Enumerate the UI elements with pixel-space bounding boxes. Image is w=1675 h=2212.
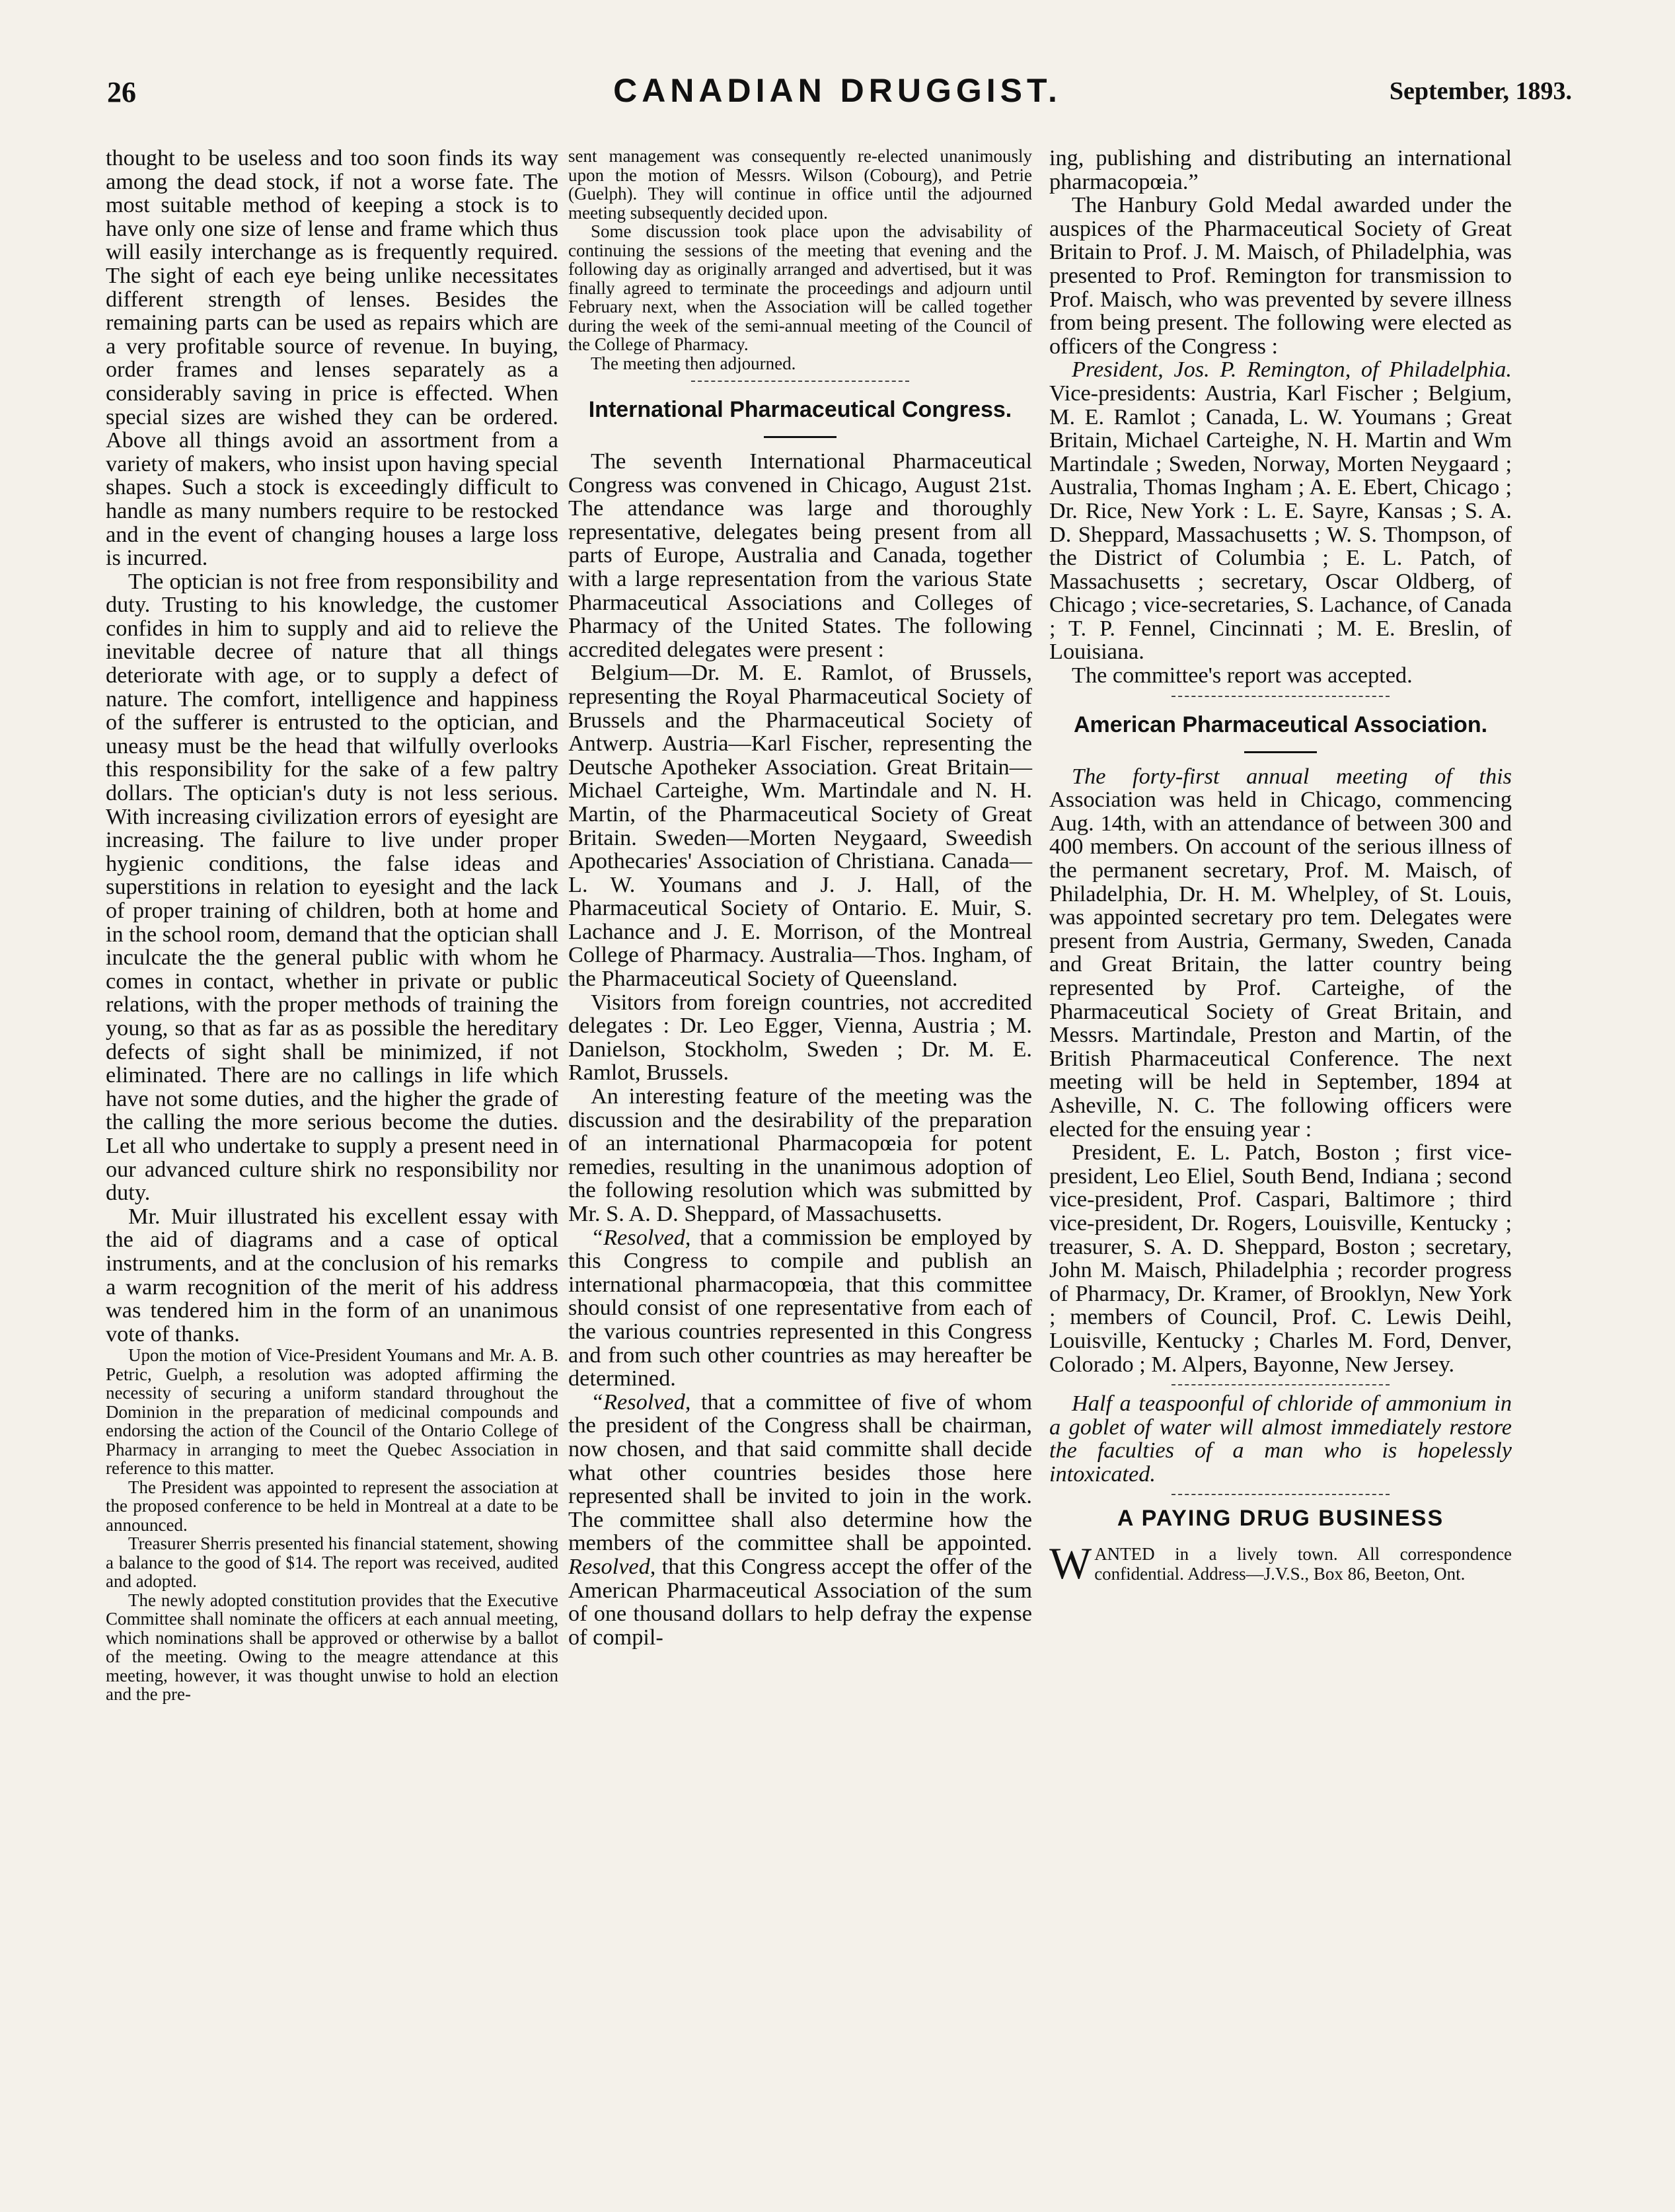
paragraph: The Hanbury Gold Medal awarded under the auspices of the Pharmaceutical Society of Great Britain to Prof. J. M. Maisch, of Philadelphia, was presented to Prof. Remington for transmission to Prof. Maisch, who was prevented by severe illness from being present. The following were elected as officers of the Congress : bbox=[1049, 192, 1512, 359]
paragraph: Belgium—Dr. M. E. Ramlot, of Brussels, representing the Royal Pharmaceutical Society of Brussels and the Pharmaceutical Society of Antwerp. Austria—Karl Fischer, representing the Deutsche Apotheker Association. Great Britain—Michael Carteighe, Wm. Martindale and N. H. Martin, of the Pharmaceutical Society of Great Britain. Sweden—Morten Neygaard, Sweedish Apothecaries' Association of Christiana. Canada—L. W. Youmans and J. J. Hall, of the Pharmaceutical Society of Ontario. E. Muir, S. Lachance and J. E. Morrison, of the Montreal College of Pharmacy. Australia—Thos. Ingham, of the Pharmaceutical Society of Queensland. bbox=[568, 660, 1032, 992]
resolution-lead: Resolved, bbox=[568, 1553, 656, 1579]
section-divider bbox=[1172, 1384, 1390, 1385]
title-rule bbox=[764, 436, 837, 438]
journal-title: CANADIAN DRUGGIST. bbox=[613, 72, 1062, 109]
section-divider bbox=[691, 381, 909, 382]
apa-text: Association was held in Chicago, commencing Aug. 14th, with an attendance of between 300 and 400 members. On account of the serious illness of the permanent secretary, Prof. M. Maisch, of Philadelphia, Dr. H. M. Whelpley, of St. Louis, was appointed secretary pro tem. Delegates were present from Austria, Germany, Sweden, Canada and Great Britain, the latter country being represented by Prof. Carteighe, of the Pharmaceutical Society of Great Britain, and Messrs. Martindale, Preston and Martin, of the British Pharmaceutical Conference. The next meeting will be held in September, 1894 at Asheville, N. C. The following officers were elected for the ensuing year : bbox=[1049, 787, 1512, 1142]
small-paragraph: The newly adopted constitution provides that the Executive Committee shall nominate the officers at each annual meeting, which nominations shall be approved or otherwise by a ballot of the meeting. Owing to the meagre attendance at this meeting, however, it was thought unwise to hold an election and the pre- bbox=[106, 1590, 558, 1705]
apa-paragraph bbox=[1049, 765, 1512, 1142]
page-number: 26 bbox=[107, 76, 136, 108]
apa-lead: The forty-first annual meeting of this bbox=[1072, 763, 1512, 789]
tip-paragraph: Half a teaspoonful of chloride of ammonium in a goblet of water will almost immediately restore the faculties of a man who is hopelessly intoxicated. bbox=[1049, 1391, 1512, 1487]
small-paragraph: sent management was consequently re-elected unanimously upon the motion of Messrs. Wilson (Cobourg), and Petrie (Guelph). They will continue in office until the adjourned meeting subsequently decided upon. bbox=[568, 146, 1032, 223]
ad-dropcap: W bbox=[1049, 1538, 1092, 1589]
column-2 bbox=[568, 147, 1032, 1649]
column-3 bbox=[1049, 145, 1512, 1589]
paragraph: The optician is not free from responsibility and duty. Trusting to his knowledge, the customer confides in him to supply and aid to relieve the inevitable decree of nature that all things deteriorate with age, or to supply a defect of nature. The comfort, intelligence and happiness of the sufferer is entrusted to the optician, and uneasy must be the head that wilfully overlooks this responsibility for the sake of a few paltry dollars. The optician's duty is not less serious. With increasing civilization errors of eyesight are increasing. The failure to live under proper hygienic conditions, the false ideas and superstitions in relation to eyesight and the lack of proper training of children, both at home and in the school room, demand that the optician shall inculcate the the general public with whom he comes in contact, whether in private or public relations, with the proper methods of training the young, so that as far as as possible the hereditary defects of sight shall be minimized, if not eliminated. There are no callings in life which have not some duties, and the higher the grade of the calling the more serious become the duties. Let all who undertake to supply a present need in our advanced culture shirk no responsibility nor duty. bbox=[106, 568, 558, 1206]
paragraph: ing, publishing and distributing an international pharmacopœia.” bbox=[1049, 145, 1512, 194]
section-title-apa: American Pharmaceutical Association. bbox=[1073, 712, 1488, 737]
paragraph: Visitors from foreign countries, not accredited delegates : Dr. Leo Egger, Vienna, Austria ; M. Danielson, Stockholm, Sweden ; Dr. M. E. Ramlot, Brussels. bbox=[568, 989, 1032, 1086]
small-paragraph: Some discussion took place upon the advisability of continuing the sessions of the meeting that evening and the following day as originally arranged and advertised, but it was finally agreed to terminate the proceedings and adjourn until February next, when the Association will be called together during the week of the semi-annual meeting of the Council of the College of Pharmacy. bbox=[568, 221, 1032, 354]
officers-paragraph bbox=[1049, 358, 1512, 664]
resolution-lead: “Resolved, bbox=[591, 1224, 691, 1250]
small-paragraph: Upon the motion of Vice-President Youmans and Mr. A. B. Petric, Guelph, a resolution was adopted affirming the necessity of securing a uniform standard throughout the Dominion in the preparation of medicinal compounds and endorsing the action of the Council of the Ontario College of Pharmacy in arranging to meet the Quebec Association in reference to this matter. bbox=[106, 1345, 558, 1479]
resolution-text: that a committee of five of whom the president of the Congress shall be chairman, now chosen, and that said committe shall decide what other countries besides those here represented shall be invited to join in the work. The committee shall also determine how the members of the committee shall be appointed. bbox=[568, 1389, 1032, 1556]
title-rule bbox=[1244, 751, 1317, 753]
column-1 bbox=[106, 147, 558, 1704]
resolution-1 bbox=[568, 1226, 1032, 1391]
paragraph: The seventh International Pharmaceutical Congress was convened in Chicago, August 21st. The attendance was large and thoroughly representative, delegates being present from all parts of Europe, Australia and Canada, together with a large representation from the various State Pharmaceutical Associations and Colleges of Pharmacy of the United States. The following accredited delegates were present : bbox=[568, 449, 1032, 662]
small-paragraph: The President was appointed to represent the association at the proposed conference to be held in Montreal at a date to be announced. bbox=[106, 1477, 558, 1535]
section-divider bbox=[1172, 1494, 1390, 1495]
issue-date: September, 1893. bbox=[1389, 77, 1572, 105]
resolution-text: that this Congress accept the offer of the American Pharmaceutical Association of the sum of one thousand dollars to help defray the expense of compil- bbox=[568, 1553, 1032, 1650]
officers-lead: President, Jos. P. Remington, of Philadelphia. bbox=[1072, 357, 1512, 383]
paragraph: An interesting feature of the meeting was the discussion and the desirability of the preparation of an international Pharmacopœia for potent remedies, resulting in the unanimous adoption of the following resolution which was submitted by Mr. S. A. D. Sheppard, of Massachusetts. bbox=[568, 1084, 1032, 1226]
committee-report: The committee's report was accepted. bbox=[1072, 663, 1413, 688]
ad-body bbox=[1049, 1538, 1512, 1589]
paragraph: Mr. Muir illustrated his excellent essay with the aid of diagrams and a case of optical instruments, and at the conclusion of his remarks a warm recognition of the merit of his address was tendered him in the form of an unanimous vote of thanks. bbox=[106, 1203, 558, 1346]
resolution-lead: “Resolved, bbox=[591, 1389, 691, 1415]
small-paragraph: Treasurer Sherris presented his financial statement, showing a balance to the good of $14. The report was received, audited and adopted. bbox=[106, 1533, 558, 1592]
ad-title: A PAYING DRUG BUSINESS bbox=[1117, 1506, 1444, 1531]
small-paragraph: The meeting then adjourned. bbox=[591, 353, 796, 373]
section-title-congress: International Pharmaceutical Congress. bbox=[588, 397, 1012, 422]
page-header bbox=[99, 71, 1576, 118]
resolution-text: that a commission be employed by this Congress to compile and publish an international pharmacopœia, that this committee should consist of one representative from each of the various countries represented in this Congress and from such other countries as may hereafter be determined. bbox=[568, 1224, 1032, 1391]
paragraph: thought to be useless and too soon finds its way among the dead stock, if not a worse fate. The most suitable method of keeping a stock is to have only one size of lense and frame which thus will easily interchange as is frequently required. The sight of each eye being unlike necessitates different strength of lenses. Besides the remaining parts can be used as repairs which are a very profitable source of revenue. In buying, order frames and lenses separately as a considerably saving in price is effected. When special sizes are wished they can be ordered. Above all things avoid an assortment from a variety of makers, who insist upon having special shapes. Such a stock is exceedingly difficult to handle as many numbers require to be restocked and in the event of changing houses a large loss is incurred. bbox=[106, 145, 558, 571]
apa-officers: President, E. L. Patch, Boston ; first vice-president, Leo Eliel, South Bend, Indiana ; second vice-president, Prof. Caspari, Baltimore ; third vice-president, Dr. Rogers, Louisville, Kentucky ; treasurer, S. A. D. Sheppard, Boston ; secretary, John M. Maisch, Philadelphia ; recorder progress of Pharmacy, Dr. Kramer, of Brooklyn, New York ; members of Council, Prof. C. Lewis Deihl, Louisville, Kentucky ; Charles M. Ford, Denver, Colorado ; M. Alpers, Bayonne, New Jersey. bbox=[1049, 1140, 1512, 1377]
resolution-2 bbox=[568, 1391, 1032, 1650]
section-divider bbox=[1172, 696, 1390, 697]
officers-text: Vice-presidents: Austria, Karl Fischer ; Belgium, M. E. Ramlot ; Canada, L. W. Youmans ; Great Britain, Michael Carteighe, N. H. Martin and Wm Martindale ; Sweden, Norway, Morten Neygaard ; Australia, Thomas Ingham ; A. E. Ebert, Chicago ; Dr. Rice, New York : L. E. Sayre, Kansas ; S. A. D. Sheppard, Massachusetts ; W. S. Thompson, of the District of Columbia ; E. L. Patch, of Massachusetts ; secretary, Oscar Oldberg, of Chicago ; vice-secretaries, S. Lachance, of Canada ; T. P. Fennel, Cincinnati ; M. E. Breslin, of Louisiana. bbox=[1049, 380, 1512, 665]
ad-text: ANTED in a lively town. All correspondence confidential. Address—J.V.S., Box 86, Beeton, Ont. bbox=[1094, 1544, 1512, 1584]
